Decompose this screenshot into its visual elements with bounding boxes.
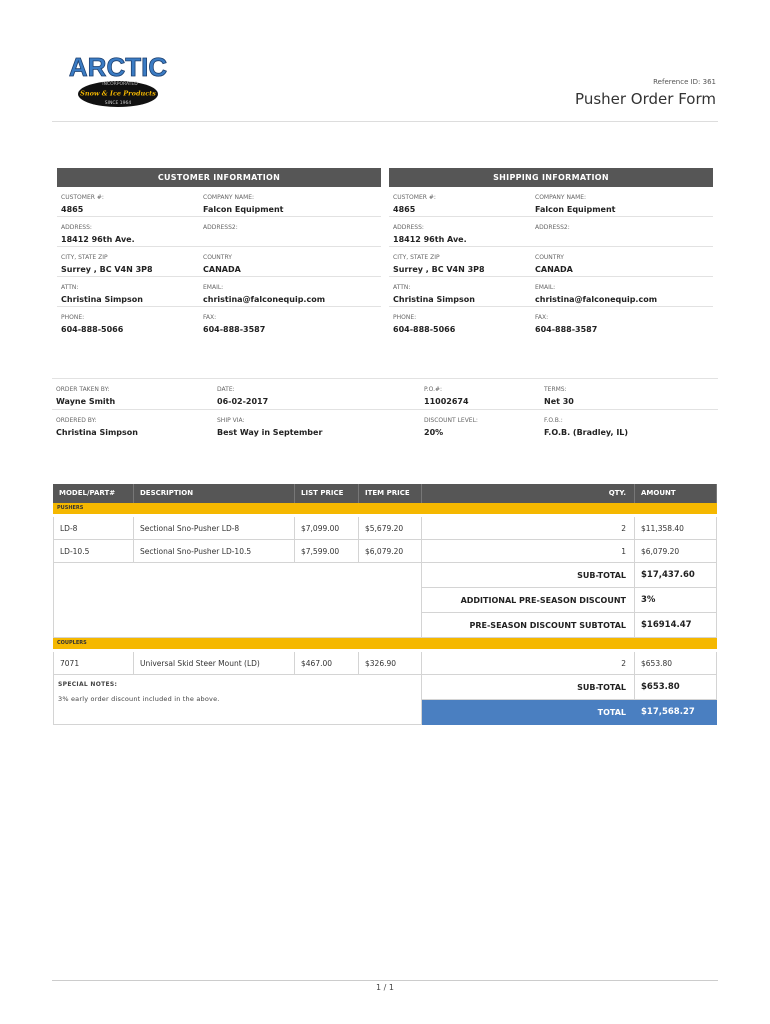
attn-field (57, 277, 199, 307)
special-notes-label: SPECIAL NOTES: (58, 681, 118, 688)
cell-model: 7071 (53, 652, 134, 675)
field-label: DISCOUNT LEVEL: (424, 417, 478, 424)
cell-amount: $653.80 (635, 652, 717, 675)
fob-field (540, 410, 718, 441)
field-value: 18412 96th Ave. (61, 235, 135, 244)
field-label: COMPANY NAME: (203, 194, 255, 201)
table-row (53, 652, 717, 675)
field-label: EMAIL: (203, 284, 224, 291)
attn-field (389, 277, 531, 307)
phone-field (57, 307, 199, 337)
cell-item-price: $5,679.20 (359, 517, 422, 540)
field-label: FAX: (535, 314, 549, 321)
address2-field (531, 217, 713, 247)
field-value: 4865 (61, 205, 84, 214)
city-state-zip-field (57, 247, 199, 277)
field-label: CUSTOMER #: (61, 194, 104, 201)
fax-field (199, 307, 381, 337)
po-number-field (420, 379, 540, 410)
field-value: 604-888-5066 (393, 325, 456, 334)
special-notes-text: 3% early order discount included in the above. (58, 695, 220, 703)
column-header-list-price: LIST PRICE (295, 484, 359, 503)
address2-field (199, 217, 381, 247)
couplers-subtotal-label: SUB-TOTAL (422, 675, 635, 700)
category-couplers: COUPLERS (53, 638, 717, 649)
field-value: christina@falconequip.com (203, 295, 326, 304)
cell-item-price: $6,079.20 (359, 540, 422, 563)
field-value: 18412 96th Ave. (393, 235, 467, 244)
reference-id: Reference ID: 361 (653, 78, 716, 86)
company-name-field (199, 187, 381, 217)
column-header-qty: QTY. (422, 484, 635, 503)
fax-field (531, 307, 713, 337)
field-label: EMAIL: (535, 284, 556, 291)
cell-description: Sectional Sno-Pusher LD-8 (134, 517, 295, 540)
field-value: Christina Simpson (393, 295, 475, 304)
field-label: PHONE: (61, 314, 85, 321)
field-value: CANADA (203, 265, 241, 274)
field-value: Net 30 (544, 397, 574, 406)
logo-since: SINCE 1964 (104, 101, 132, 106)
customer-number-field (57, 187, 199, 217)
ordered-by-field (52, 410, 213, 441)
cell-list-price: $7,099.00 (295, 517, 359, 540)
customer-information-heading: CUSTOMER INFORMATION (57, 168, 381, 187)
field-label: F.O.B.: (544, 417, 563, 424)
field-label: P.O.#: (424, 386, 443, 393)
table-row (53, 540, 717, 563)
cell-qty: 1 (422, 540, 635, 563)
field-label: COUNTRY (535, 254, 564, 261)
column-header-item-price: ITEM PRICE (359, 484, 422, 503)
field-label: ORDER TAKEN BY: (56, 386, 110, 393)
cell-amount: $6,079.20 (635, 540, 717, 563)
field-label: SHIP VIA: (217, 417, 245, 424)
category-pushers: PUSHERS (53, 503, 717, 514)
shipping-information-panel (389, 168, 713, 337)
cell-qty: 2 (422, 517, 635, 540)
field-value: Falcon Equipment (535, 205, 616, 214)
field-label: ATTN: (61, 284, 79, 291)
preseason-discount-value: 3% (635, 588, 717, 613)
order-details (52, 378, 718, 441)
field-label: CITY, STATE ZIP (393, 254, 440, 261)
field-label: ORDERED BY: (56, 417, 97, 424)
logo-incorporated: INCORPORATED (102, 82, 138, 87)
total-label: TOTAL (422, 700, 635, 725)
pushers-subtotal-label: SUB-TOTAL (422, 563, 635, 588)
field-value: 06-02-2017 (217, 397, 269, 406)
logo-wordmark: ARCTIC (68, 54, 168, 82)
page-title: Pusher Order Form (575, 90, 716, 108)
field-value: Christina Simpson (61, 295, 143, 304)
field-label: COMPANY NAME: (535, 194, 587, 201)
total-value: $17,568.27 (635, 700, 717, 725)
terms-field (540, 379, 718, 410)
field-value: Best Way in September (217, 428, 323, 437)
field-label: COUNTRY (203, 254, 232, 261)
field-value: Christina Simpson (56, 428, 138, 437)
shipping-information-heading: SHIPPING INFORMATION (389, 168, 713, 187)
field-label: CITY, STATE ZIP (61, 254, 108, 261)
company-name-field (531, 187, 713, 217)
field-value: 20% (424, 428, 444, 437)
field-label: ADDRESS2: (535, 224, 570, 231)
field-value: 11002674 (424, 397, 469, 406)
field-value: F.O.B. (Bradley, IL) (544, 428, 629, 437)
field-label: FAX: (203, 314, 217, 321)
table-header (53, 484, 717, 503)
column-header-amount: AMOUNT (635, 484, 717, 503)
field-value: Falcon Equipment (203, 205, 284, 214)
customer-information-panel (57, 168, 381, 337)
field-label: PHONE: (393, 314, 417, 321)
couplers-summary (53, 675, 717, 725)
ship-via-field (213, 410, 420, 441)
discount-subtotal-value: $16914.47 (635, 613, 717, 638)
date-field (213, 379, 420, 410)
cell-description: Universal Skid Steer Mount (LD) (134, 652, 295, 675)
header-divider (52, 121, 718, 122)
email-field (531, 277, 713, 307)
field-value: CANADA (535, 265, 573, 274)
page-number: 1 / 1 (376, 983, 394, 992)
field-label: ADDRESS: (393, 224, 424, 231)
country-field (199, 247, 381, 277)
column-header-description: DESCRIPTION (134, 484, 295, 503)
country-field (531, 247, 713, 277)
discount-subtotal-label: PRE-SEASON DISCOUNT SUBTOTAL (422, 613, 635, 638)
special-notes (53, 675, 422, 725)
field-label: ADDRESS2: (203, 224, 238, 231)
field-label: TERMS: (544, 386, 567, 393)
field-label: CUSTOMER #: (393, 194, 436, 201)
pushers-subtotal-value: $17,437.60 (635, 563, 717, 588)
cell-description: Sectional Sno-Pusher LD-10.5 (134, 540, 295, 563)
field-label: DATE: (217, 386, 235, 393)
city-state-zip-field (389, 247, 531, 277)
address-field (389, 217, 531, 247)
field-value: 604-888-3587 (203, 325, 266, 334)
cell-list-price: $467.00 (295, 652, 359, 675)
phone-field (389, 307, 531, 337)
field-value: Surrey , BC V4N 3P8 (61, 265, 153, 274)
cell-qty: 2 (422, 652, 635, 675)
email-field (199, 277, 381, 307)
field-value: Wayne Smith (56, 397, 116, 406)
address-field (57, 217, 199, 247)
order-taken-by-field (52, 379, 213, 410)
field-value: christina@falconequip.com (535, 295, 658, 304)
footer-divider (52, 980, 718, 981)
cell-item-price: $326.90 (359, 652, 422, 675)
cell-amount: $11,358.40 (635, 517, 717, 540)
cell-model: LD-10.5 (53, 540, 134, 563)
arctic-logo (52, 54, 184, 110)
couplers-subtotal-value: $653.80 (635, 675, 717, 700)
field-label: ATTN: (393, 284, 411, 291)
pushers-summary (53, 563, 717, 638)
field-value: Surrey , BC V4N 3P8 (393, 265, 485, 274)
discount-level-field (420, 410, 540, 441)
field-value: 604-888-5066 (61, 325, 124, 334)
field-value: 4865 (393, 205, 416, 214)
field-value: 604-888-3587 (535, 325, 598, 334)
order-table (53, 484, 717, 725)
preseason-discount-label: ADDITIONAL PRE-SEASON DISCOUNT (422, 588, 635, 613)
customer-number-field (389, 187, 531, 217)
logo-tagline: Snow & Ice Products (80, 89, 156, 98)
column-header-model: MODEL/PART# (53, 484, 134, 503)
table-row (53, 517, 717, 540)
field-label: ADDRESS: (61, 224, 92, 231)
cell-list-price: $7,599.00 (295, 540, 359, 563)
cell-model: LD-8 (53, 517, 134, 540)
